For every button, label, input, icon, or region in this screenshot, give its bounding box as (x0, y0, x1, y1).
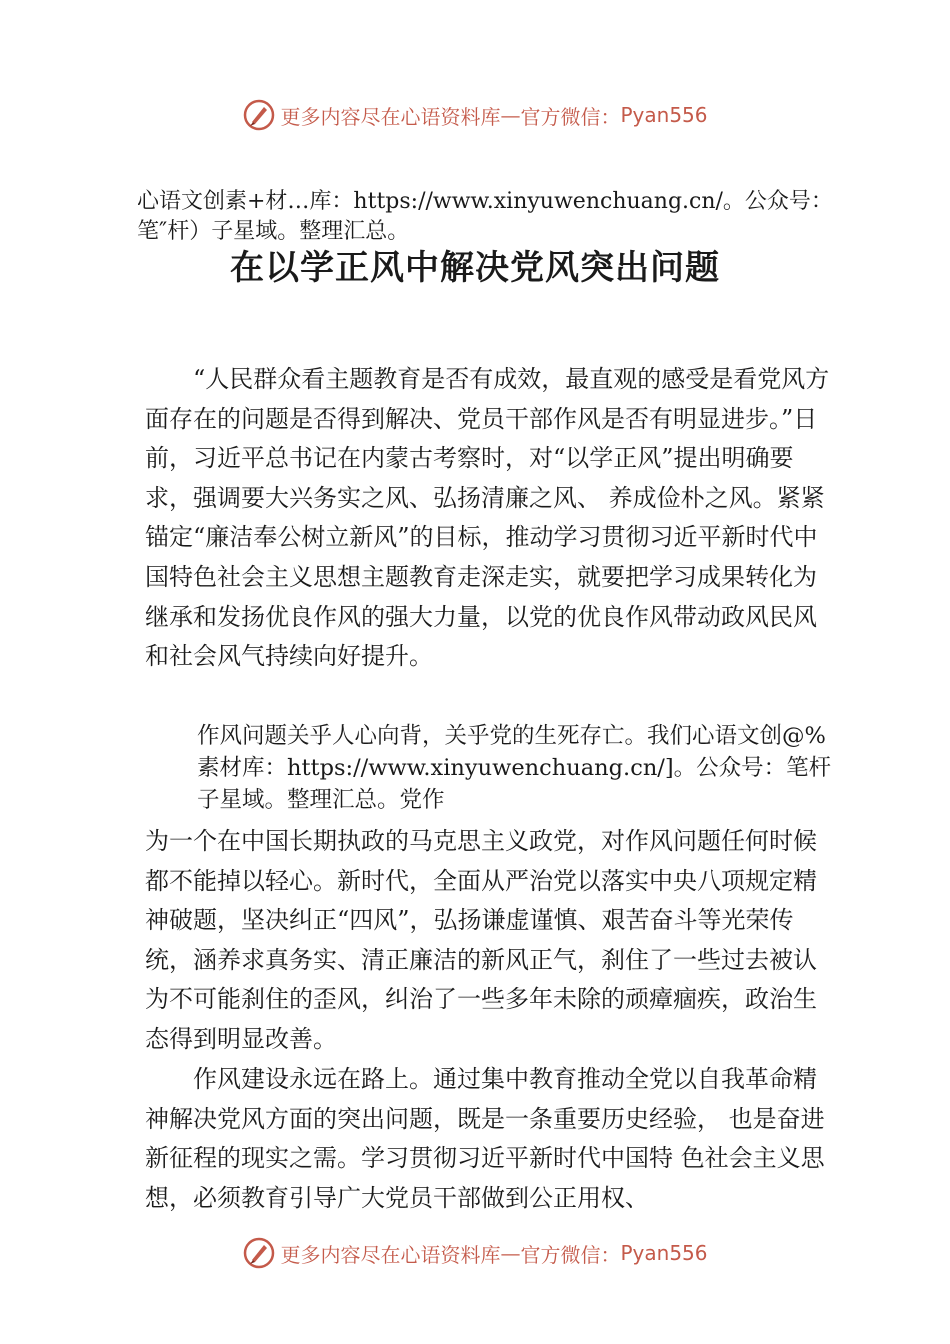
bottom-watermark-banner (0, 1233, 950, 1273)
banner-text: 更多内容尽在心语资料库 (280, 1242, 501, 1267)
banner-wechat-label: 官方微信： (520, 104, 621, 129)
pen-logo-icon (242, 1236, 276, 1270)
top-watermark-banner (0, 95, 950, 135)
banner-wechat-id: Pyan556 (620, 1241, 708, 1265)
paragraph-1: “人民群众看主题教育是否有成效，最直观的感受是看党风方面存在的问题是否得到解决、党员干部作风是否有明显进步。”日前，习近平总书记在内蒙古考察时，对“以学正风”提出明确要求，强调要大兴务实之风、弘扬清廉之风、 养成俭朴之风。紧紧锚定“廉洁奉公树立新风”的目标，推动学习贯彻习近平新时代中国特色社会主义思想主题教育走深走实，就要把学习成果转化为继承和发扬优良作风的强大力量，以党的优良作风带动政风民风和社会风气持续向好提升。 (145, 365, 830, 671)
banner-dash: — (500, 103, 521, 127)
paragraph-4: 作风建设永远在路上。通过集中教育推动全党以自我革命精神解决党风方面的突出问题，既是一条重要历史经验， 也是奋进新征程的现实之需。学习贯彻习近平新时代中国特 色社会主义思想，必须教育引导广大党员干部做到公正用权、 (145, 1065, 825, 1212)
pen-logo-icon (242, 98, 276, 132)
banner-wechat-label: 官方微信： (520, 1242, 621, 1267)
banner-dash: — (500, 1241, 521, 1265)
document-title: 在以学正风中解决党风突出问题 (230, 248, 720, 288)
paragraph-3: 为一个在中国长期执政的马克思主义政党，对作风问题任何时候都不能掉以轻心。新时代，全面从严治党以落实中央八项规定精神破题，坚决纠正“四风”，弘扬谦虚谨慎、艰苦奋斗等光荣传统，涵养求真务实、清正廉洁的新风正气，刹住了一些过去被认为不可能刹住的歪风，纠治了一些多年未除的顽瘴痼疾，政治生态得到明显改善。 (145, 827, 817, 1053)
banner-wechat-id: Pyan556 (620, 103, 708, 127)
banner-text: 更多内容尽在心语资料库 (280, 104, 501, 129)
header-source-note: 心语文创素+材…库：https://www.xinyuwenchuang.cn/。公众号：笔″杆）子星域。整理汇总。 (137, 189, 833, 244)
paragraph-2: 作风问题关乎人心向背，关乎党的生死存亡。我们心语文创@%素材库：https://www.xinyuwenchuang.cn/]。公众号：笔杆子星域。整理汇总。党作 (197, 723, 832, 813)
